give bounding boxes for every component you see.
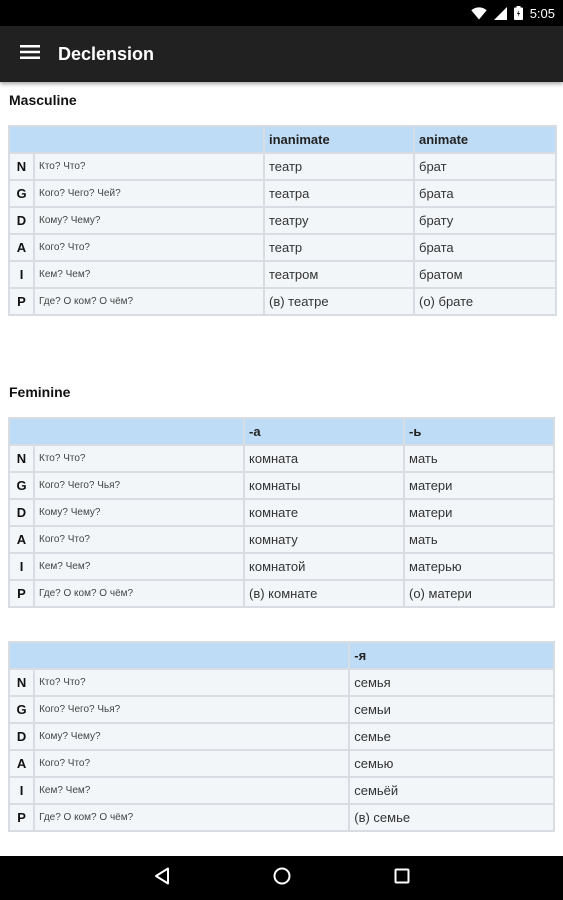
case-letter: A bbox=[10, 235, 33, 260]
recents-square-icon bbox=[394, 868, 410, 889]
case-letter: G bbox=[10, 697, 33, 722]
case-question: Кому? Чему? bbox=[35, 208, 263, 233]
case-letter: N bbox=[10, 154, 33, 179]
animate-form: брата bbox=[415, 235, 555, 260]
masculine-table bbox=[8, 125, 557, 316]
case-question: Кого? Чего? Чья? bbox=[35, 697, 348, 722]
case-letter: I bbox=[10, 554, 33, 579]
case-question: Кого? Что? bbox=[35, 527, 243, 552]
case-question: Где? О ком? О чём? bbox=[35, 805, 348, 830]
table-row bbox=[10, 724, 553, 749]
table-header-row bbox=[10, 127, 555, 152]
case-letter: D bbox=[10, 208, 33, 233]
case-letter: D bbox=[10, 500, 33, 525]
table-row bbox=[10, 751, 553, 776]
app-bar bbox=[0, 26, 563, 82]
signal-icon bbox=[494, 7, 507, 20]
animate-form: брата bbox=[415, 181, 555, 206]
table-header-cell: animate bbox=[415, 127, 555, 152]
soft-sign-form: мать bbox=[405, 527, 553, 552]
battery-icon bbox=[514, 6, 523, 20]
home-circle-icon bbox=[273, 867, 291, 890]
animate-form: брат bbox=[415, 154, 555, 179]
case-question: Кем? Чем? bbox=[35, 262, 263, 287]
case-letter: A bbox=[10, 751, 33, 776]
table-row bbox=[10, 181, 555, 206]
inanimate-form: театра bbox=[265, 181, 413, 206]
a-ending-form: комнату bbox=[245, 527, 403, 552]
case-question: Кто? Что? bbox=[35, 670, 348, 695]
table-row bbox=[10, 805, 553, 830]
status-bar bbox=[0, 0, 563, 26]
a-ending-form: комнате bbox=[245, 500, 403, 525]
table-row bbox=[10, 527, 553, 552]
case-letter: G bbox=[10, 181, 33, 206]
status-time: 5:05 bbox=[529, 5, 555, 21]
case-letter: A bbox=[10, 527, 33, 552]
wifi-icon bbox=[471, 7, 487, 20]
table-header-row bbox=[10, 419, 553, 444]
table-row bbox=[10, 581, 553, 606]
table-row bbox=[10, 778, 553, 803]
table-header-row bbox=[10, 643, 553, 668]
table-row bbox=[10, 446, 553, 471]
a-ending-form: комната bbox=[245, 446, 403, 471]
table-row bbox=[10, 697, 553, 722]
table-header-cell bbox=[10, 127, 263, 152]
case-letter: N bbox=[10, 670, 33, 695]
inanimate-form: театр bbox=[265, 154, 413, 179]
soft-sign-form: матерью bbox=[405, 554, 553, 579]
table-header-cell bbox=[10, 419, 243, 444]
case-question: Кто? Что? bbox=[35, 446, 243, 471]
section-title-masculine: Masculine bbox=[9, 92, 77, 108]
case-question: Кем? Чем? bbox=[35, 778, 348, 803]
a-ending-form: (в) комнате bbox=[245, 581, 403, 606]
a-ending-form: комнатой bbox=[245, 554, 403, 579]
inanimate-form: театр bbox=[265, 235, 413, 260]
home-button[interactable] bbox=[222, 856, 342, 900]
case-question: Кому? Чему? bbox=[35, 724, 348, 749]
table-row bbox=[10, 154, 555, 179]
ya-ending-form: семье bbox=[350, 724, 553, 749]
case-question: Где? О ком? О чём? bbox=[35, 289, 263, 314]
ya-ending-form: семьёй bbox=[350, 778, 553, 803]
declension-content[interactable] bbox=[0, 82, 563, 856]
table-row bbox=[10, 670, 553, 695]
a-ending-form: комнаты bbox=[245, 473, 403, 498]
back-button[interactable] bbox=[102, 856, 222, 900]
table-header-cell: inanimate bbox=[265, 127, 413, 152]
soft-sign-form: матери bbox=[405, 500, 553, 525]
table-row bbox=[10, 235, 555, 260]
case-question: Кого? Что? bbox=[35, 751, 348, 776]
table-row bbox=[10, 262, 555, 287]
ya-ending-form: семья bbox=[350, 670, 553, 695]
case-question: Кого? Чего? Чья? bbox=[35, 473, 243, 498]
case-question: Где? О ком? О чём? bbox=[35, 581, 243, 606]
page-title: Declension bbox=[58, 43, 155, 64]
table-header-cell bbox=[10, 643, 348, 668]
table-row bbox=[10, 208, 555, 233]
case-letter: I bbox=[10, 778, 33, 803]
hamburger-menu-icon bbox=[20, 45, 40, 64]
feminine-ya-table bbox=[8, 641, 555, 832]
case-letter: P bbox=[10, 805, 33, 830]
case-question: Кого? Чего? Чей? bbox=[35, 181, 263, 206]
animate-form: брату bbox=[415, 208, 555, 233]
case-letter: N bbox=[10, 446, 33, 471]
case-letter: P bbox=[10, 289, 33, 314]
table-header-cell: -я bbox=[350, 643, 553, 668]
soft-sign-form: мать bbox=[405, 446, 553, 471]
back-triangle-icon bbox=[154, 867, 170, 890]
case-question: Кого? Что? bbox=[35, 235, 263, 260]
table-row bbox=[10, 473, 553, 498]
ya-ending-form: (в) семье bbox=[350, 805, 553, 830]
inanimate-form: (в) театре bbox=[265, 289, 413, 314]
table-row bbox=[10, 554, 553, 579]
case-question: Кем? Чем? bbox=[35, 554, 243, 579]
navigation-bar bbox=[0, 856, 563, 900]
table-row bbox=[10, 500, 553, 525]
table-header-cell: -ь bbox=[405, 419, 553, 444]
feminine-table bbox=[8, 417, 555, 608]
recents-button[interactable] bbox=[342, 856, 462, 900]
case-question: Кому? Чему? bbox=[35, 500, 243, 525]
animate-form: братом bbox=[415, 262, 555, 287]
case-question: Кто? Что? bbox=[35, 154, 263, 179]
ya-ending-form: семью bbox=[350, 751, 553, 776]
ya-ending-form: семьи bbox=[350, 697, 553, 722]
inanimate-form: театром bbox=[265, 262, 413, 287]
case-letter: I bbox=[10, 262, 33, 287]
table-header-cell: -а bbox=[245, 419, 403, 444]
section-title-feminine: Feminine bbox=[9, 384, 71, 400]
soft-sign-form: матери bbox=[405, 473, 553, 498]
animate-form: (о) брате bbox=[415, 289, 555, 314]
case-letter: D bbox=[10, 724, 33, 749]
case-letter: P bbox=[10, 581, 33, 606]
soft-sign-form: (о) матери bbox=[405, 581, 553, 606]
inanimate-form: театру bbox=[265, 208, 413, 233]
table-row bbox=[10, 289, 555, 314]
case-letter: G bbox=[10, 473, 33, 498]
menu-button[interactable] bbox=[2, 26, 58, 82]
